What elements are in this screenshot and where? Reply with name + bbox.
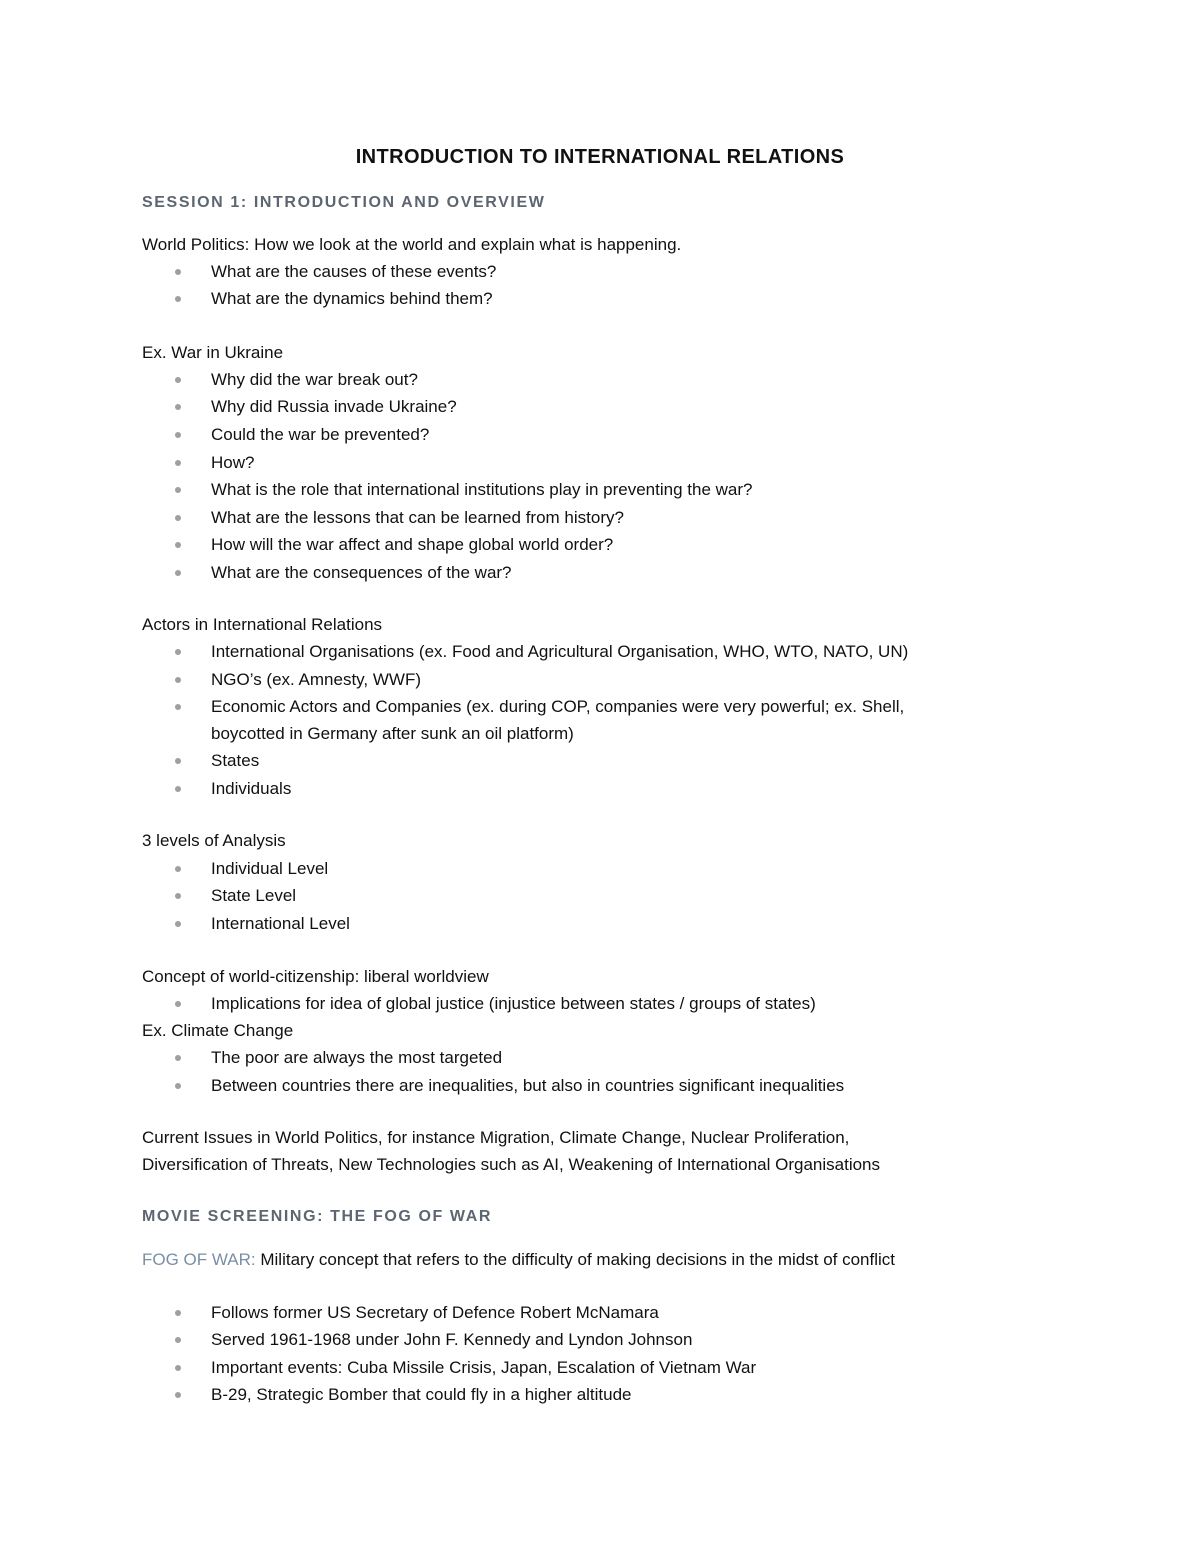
list-item: What is the role that international institutions play in preventing the war?	[211, 480, 752, 500]
list-item: International Organisations (ex. Food and Agricultural Organisation, WHO, WTO, NATO, UN)	[211, 642, 908, 662]
document-title: INTRODUCTION TO INTERNATIONAL RELATIONS	[355, 146, 845, 168]
current-issues-line-1: Current Issues in World Politics, for instance Migration, Climate Change, Nuclear Proliferation,	[142, 1128, 850, 1147]
movie-screening-heading: MOVIE SCREENING: THE FOG OF WAR	[142, 1208, 493, 1225]
bullet-icon	[175, 432, 181, 438]
list-item: Implications for idea of global justice (injustice between states / groups of states)	[211, 994, 816, 1014]
citizenship-label: Concept of world-citizenship: liberal worldview	[142, 967, 489, 986]
bullet-icon	[175, 1392, 181, 1398]
bullet-icon	[175, 269, 181, 275]
bullet-icon	[175, 1337, 181, 1343]
bullet-icon	[175, 404, 181, 410]
list-item: Why did the war break out?	[211, 370, 418, 390]
list-item: What are the lessons that can be learned from history?	[211, 508, 624, 528]
fog-of-war-definition: FOG OF WAR: Military concept that refers to the difficulty of making decisions in the midst of conflict	[142, 1250, 895, 1269]
bullet-icon	[175, 377, 181, 383]
list-item: Economic Actors and Companies (ex. during COP, companies were very powerful; ex. Shell,	[211, 697, 904, 717]
list-item: What are the causes of these events?	[211, 262, 496, 282]
bullet-icon	[175, 921, 181, 927]
bullet-icon	[175, 542, 181, 548]
bullet-icon	[175, 1083, 181, 1089]
bullet-icon	[175, 704, 181, 710]
levels-label: 3 levels of Analysis	[142, 831, 286, 850]
bullet-icon	[175, 866, 181, 872]
bullet-icon	[175, 1001, 181, 1007]
bullet-icon	[175, 786, 181, 792]
bullet-icon	[175, 570, 181, 576]
list-item: International Level	[211, 914, 350, 934]
bullet-icon	[175, 649, 181, 655]
actors-label: Actors in International Relations	[142, 615, 383, 634]
list-item-continuation: boycotted in Germany after sunk an oil platform)	[211, 724, 574, 743]
world-politics-line: World Politics: How we look at the world and explain what is happening.	[142, 235, 682, 254]
bullet-icon	[175, 515, 181, 521]
list-item: Between countries there are inequalities, but also in countries significant inequalities	[211, 1076, 844, 1096]
list-item: States	[211, 751, 259, 771]
ukraine-label: Ex. War in Ukraine	[142, 343, 284, 362]
bullet-icon	[175, 1310, 181, 1316]
bullet-icon	[175, 487, 181, 493]
session-1-heading: SESSION 1: INTRODUCTION AND OVERVIEW	[142, 194, 546, 211]
list-item: What are the consequences of the war?	[211, 563, 512, 583]
list-item: How will the war affect and shape global world order?	[211, 535, 613, 555]
list-item: Individual Level	[211, 859, 328, 879]
bullet-icon	[175, 1055, 181, 1061]
bullet-icon	[175, 296, 181, 302]
list-item: Why did Russia invade Ukraine?	[211, 397, 457, 417]
list-item: State Level	[211, 886, 296, 906]
list-item: What are the dynamics behind them?	[211, 289, 493, 309]
bullet-icon	[175, 1365, 181, 1371]
list-item: Could the war be prevented?	[211, 425, 429, 445]
list-item: B-29, Strategic Bomber that could fly in a higher altitude	[211, 1385, 632, 1405]
list-item: The poor are always the most targeted	[211, 1048, 502, 1068]
list-item: NGO’s (ex. Amnesty, WWF)	[211, 670, 421, 690]
bullet-icon	[175, 460, 181, 466]
climate-label: Ex. Climate Change	[142, 1021, 294, 1040]
bullet-icon	[175, 677, 181, 683]
current-issues-line-2: Diversification of Threats, New Technologies such as AI, Weakening of International Organisations	[142, 1155, 881, 1174]
bullet-icon	[175, 758, 181, 764]
list-item: How?	[211, 453, 254, 473]
list-item: Important events: Cuba Missile Crisis, Japan, Escalation of Vietnam War	[211, 1358, 756, 1378]
bullet-icon	[175, 893, 181, 899]
list-item: Served 1961-1968 under John F. Kennedy and Lyndon Johnson	[211, 1330, 692, 1350]
list-item: Individuals	[211, 779, 291, 799]
fog-of-war-term: FOG OF WAR:	[142, 1250, 256, 1269]
list-item: Follows former US Secretary of Defence Robert McNamara	[211, 1303, 659, 1323]
